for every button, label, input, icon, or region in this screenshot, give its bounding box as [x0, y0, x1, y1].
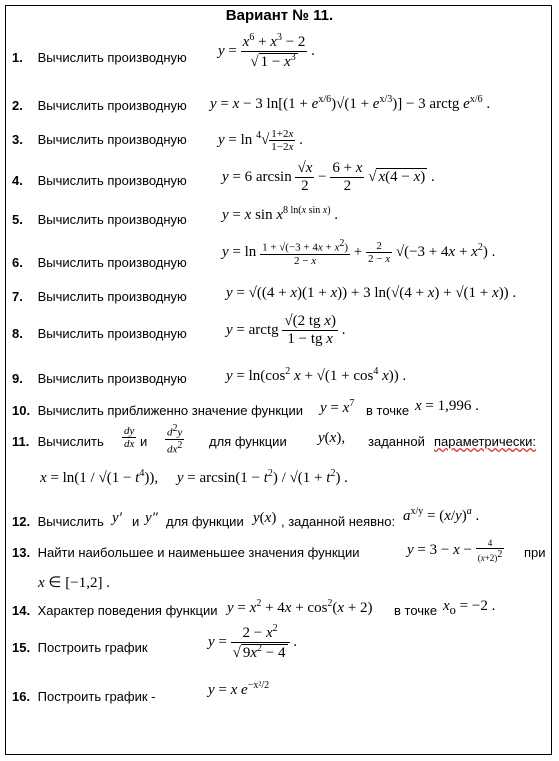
task-number: 4. — [12, 173, 23, 188]
task-14-mid: в точке — [394, 603, 438, 618]
formula-6: y = ln $\frac{1 + √(-3 + 4x + x^2)}{2 - x}$ + $\frac{2}{2 - x}$ $√(-3 + 4x + x^2)$ . — [222, 238, 496, 267]
formula-12-func: y(x) — [253, 510, 277, 526]
task-2 — [12, 98, 187, 113]
task-text: Характер поведения функции — [37, 603, 218, 618]
formula-11-dydx: $\frac{dy}{dx}$ — [124, 425, 135, 450]
task-number: 15. — [12, 640, 31, 655]
task-text: Построить график - — [37, 689, 156, 704]
task-number: 7. — [12, 289, 23, 304]
formula-11-param: $x = \ln(1 / √(1 - t^4))$, $y = \arcsin(1 - t^2) / √(1 + t^2)$ . — [40, 468, 348, 486]
formula-13-interval: x ∈ [−1,2] . — [38, 575, 110, 591]
formula-8: y = arctg $\frac{\text{√(2 tg x)}}{\text{1 − tg x}}$ . — [226, 313, 346, 347]
formula-9: $y = \ln(\cos^2$ $x + √(1 + \cos^4 x)$) . — [226, 366, 407, 384]
formula-12-y1: y′ — [112, 510, 122, 526]
formula-15: y = $\frac{2 - x^2}{√ 9x^2 - 4}$ . — [208, 623, 298, 661]
task-text: Вычислить производную — [37, 371, 187, 386]
task-text: Вычислить производную — [37, 326, 187, 341]
formula-12-eq: $a^{x/y} = (x/y)^a$ . — [403, 506, 480, 524]
task-3 — [12, 132, 187, 147]
task-12 — [12, 514, 104, 529]
task-12-and: и — [132, 514, 140, 529]
task-text: Построить график — [37, 640, 148, 655]
task-number: 10. — [12, 403, 31, 418]
task-number: 11. — [12, 434, 30, 449]
task-14 — [12, 603, 217, 618]
task-text: Вычислить — [37, 514, 104, 529]
task-number: 13. — [12, 545, 31, 560]
task-text: Вычислить производную — [37, 132, 187, 147]
formula-10: $y = x^7$ — [320, 398, 355, 416]
task-15 — [12, 640, 148, 655]
task-text: Вычислить производную — [37, 173, 187, 188]
task-text: Вычислить производную — [37, 289, 187, 304]
task-text: Вычислить приближенно значение функции — [37, 403, 303, 418]
task-7 — [12, 289, 187, 304]
formula-7: y = √((4 + x)(1 + x)) + 3 ln(√(4 + x) + √(1 + x)) . — [226, 285, 517, 301]
task-10 — [12, 403, 303, 418]
task-13 — [12, 545, 359, 560]
task-number: 12. — [12, 514, 31, 529]
formula-13: y = 3 − x − $\frac{4}{(x+2)^2}$ — [407, 538, 503, 563]
task-5 — [12, 212, 187, 227]
task-number: 16. — [12, 689, 31, 704]
task-13-at: при — [524, 545, 546, 560]
task-6 — [12, 255, 187, 270]
task-4 — [12, 173, 187, 188]
task-number: 3. — [12, 132, 23, 147]
task-1 — [12, 50, 187, 65]
task-11-rest: для функции — [209, 434, 287, 449]
formula-11-d2ydx2: $\frac{d^2y}{dx^2}$ — [167, 423, 183, 456]
task-number: 14. — [12, 603, 31, 618]
task-12-rest: для функции — [166, 514, 244, 529]
task-11-rest2: заданной — [368, 434, 425, 449]
task-text: Найти наибольшее и наименьшее значения функции — [37, 545, 360, 560]
formula-2: y = x − 3 $\ln[(1 + e^{x/6})√(1 + e^{x/3})] - 3$ arctg $e^{x/6}$ . — [210, 94, 491, 112]
task-number: 1. — [12, 50, 23, 65]
task-text: Вычислить — [37, 434, 104, 449]
task-9 — [12, 371, 187, 386]
formula-12-y2: y″ — [145, 510, 158, 526]
task-11-and: и — [140, 434, 148, 449]
task-number: 8. — [12, 326, 23, 341]
formula-4: y = 6 arcsin $\frac{√x}{2}$ − $\frac{6 + x}{2}$ √ x(4 − x) . — [222, 160, 435, 194]
task-text: Вычислить производную — [37, 98, 187, 113]
task-10-mid: в точке — [366, 403, 410, 418]
task-11 — [12, 434, 104, 449]
task-8 — [12, 326, 187, 341]
task-16 — [12, 689, 156, 704]
task-number: 9. — [12, 371, 23, 386]
formula-14-point: $x_o = -2$ . — [443, 598, 496, 617]
formula-5: y = x $\sin x^{8 ln(x sin x)}$ . — [222, 205, 339, 223]
formula-14: $y = x^2 + 4x + \cos^2(x + 2)$ — [227, 598, 373, 616]
task-number: 5. — [12, 212, 23, 227]
variant-title: Вариант № 11. — [225, 7, 334, 24]
formula-1: y = $\frac{x^6 + x^3 - 2}{√ 1 - x^3}$ . — [218, 32, 315, 70]
task-number: 6. — [12, 255, 23, 270]
formula-3: y = ln $^4$√ $\frac{1+2x}{1-2x}$ . — [218, 128, 303, 153]
task-number: 2. — [12, 98, 23, 113]
task-text: Вычислить производную — [37, 255, 187, 270]
task-text: Вычислить производную — [37, 50, 187, 65]
formula-16: y = x $e^{-x^2/2}$ — [208, 680, 270, 698]
formula-10-point: x = 1,996 . — [415, 398, 479, 414]
task-12-rest2: , заданной неявно: — [281, 514, 396, 529]
task-text: Вычислить производную — [37, 212, 187, 227]
task-11-param: параметрически: — [434, 434, 536, 449]
formula-11-func: y(x), — [318, 430, 346, 446]
